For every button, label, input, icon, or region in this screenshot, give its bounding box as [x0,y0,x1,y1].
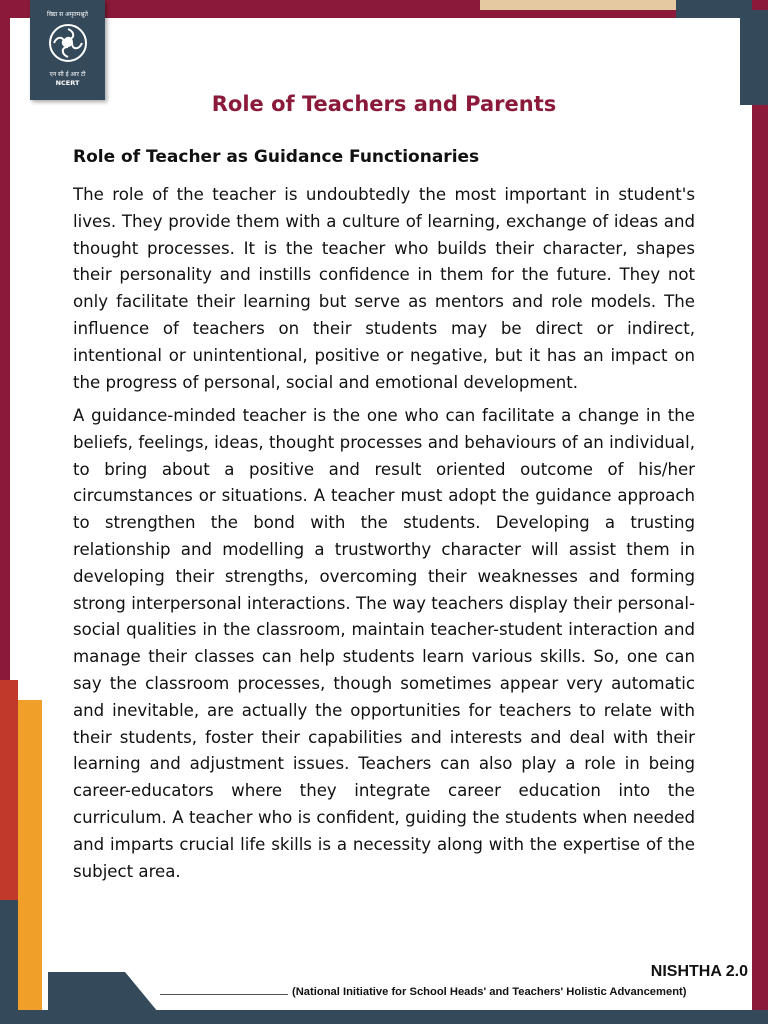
logo-motto: विद्या स अमृतमश्नुते [47,11,88,18]
footer-subtitle: (National Initiative for School Heads' and Teachers' Holistic Advancement) [292,986,687,998]
footer-divider [160,994,288,995]
top-border-band [0,0,768,18]
right-border-band [752,0,768,1024]
section-heading: Role of Teacher as Guidance Functionaries [73,147,480,167]
page-title: Role of Teachers and Parents [211,92,557,116]
body-paragraph-1: The role of the teacher is undoubtedly the most important in student's lives. They provide them with a culture of learning, exchange of ideas and thought processes. It is the teacher who builds their character, shapes their personality and instills confidence in them for the future. They not only facilitate their learning but serve as mentors and role models. The influence of teachers on their students may be direct or indirect, intentional or unintentional, positive or negative, but it has an impact on the progress of personal, social and emotional development. [73,185,695,392]
bottom-border-band [0,1010,768,1024]
footer-brand: NISHTHA 2.0 [650,963,748,980]
ncert-logo [30,0,105,100]
body-paragraph-2: A guidance-minded teacher is the one who can facilitate a change in the beliefs, feelings, ideas, thought processes and behaviours of an individual, to bring about a positive and result oriented outcome of his/her circumstances or situations. A teacher must adopt the guidance approach to strengthen the bond with the students. Developing a trusting relationship and modelling a trustworthy character will assist them in developing their strengths, overcoming their weaknesses and forming strong interpersonal interactions. The way teachers display their personal-social qualities in the classroom, maintain teacher-student interaction and manage their classes can help students learn various skills. So, one can say the classroom processes, though sometimes appear very automatic and inevitable, are actually the opportunities for teachers to relate with their students, foster their capabilities and interests and deal with their learning and adjustment issues. Teachers can also play a role in being career-educators where they integrate career education into the curriculum. A teacher who is confident, guiding the students when needed and imparts crucial life skills is a necessity along with the expertise of the subject area. [73,406,695,881]
logo-english-name: NCERT [55,79,80,87]
left-orange-stripe [18,700,42,1010]
ncert-emblem-icon [47,22,89,64]
bottom-slate-shape [48,972,158,1012]
top-sand-accent [480,0,680,10]
right-slate-accent [740,10,768,105]
logo-hindi-name: एन सी ई आर टी [49,71,86,78]
left-slate-stripe [0,900,18,1010]
